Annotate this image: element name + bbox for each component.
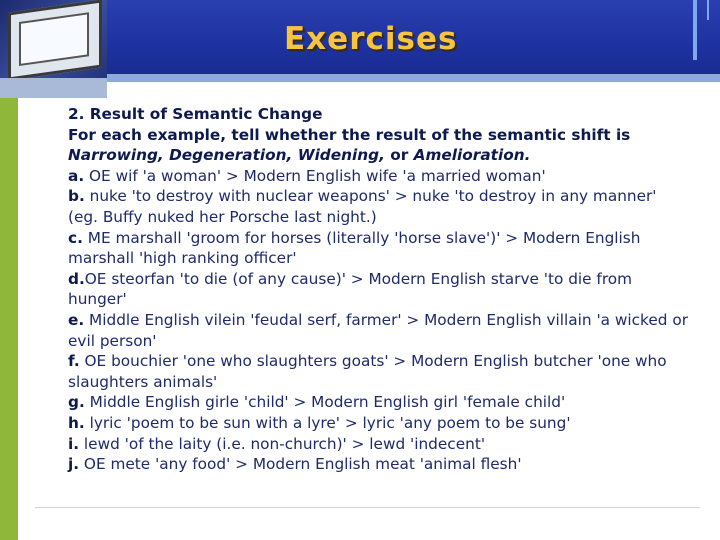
instruction-option-last: Amelioration. [413,146,531,165]
example-label: d. [68,269,85,288]
monitor-icon [8,0,102,81]
example-item [68,166,688,187]
left-accent-bar [0,98,18,540]
example-label: h. [68,413,85,432]
example-text: OE mete 'any food' > Modern English meat 'animal flesh' [79,455,522,474]
instruction-options: Narrowing, Degeneration, Widening, [68,146,385,165]
monitor-screen [19,12,89,66]
example-item [68,351,688,392]
example-label: f. [68,352,80,371]
example-label: i. [68,434,80,453]
example-label: g. [68,393,85,412]
example-item [68,228,688,269]
corner-stripe [0,78,107,98]
slide-content [68,104,688,475]
example-text: OE wif 'a woman' > Modern English wife 'a married woman' [84,166,546,185]
computer-logo [0,0,107,98]
example-label: e. [68,310,85,329]
example-label: c. [68,228,83,247]
example-text: (eg. Buffy nuked her Porsche last night.) [68,207,377,226]
instruction-or: or [384,146,414,165]
footer-divider [35,507,700,508]
instruction-prefix: For each example, tell whether the result of the semantic shift is [68,125,631,144]
example-item [68,454,688,475]
example-text: nuke 'to destroy with nuclear weapons' > nuke 'to destroy in any manner' [84,187,657,206]
example-text: Middle English vilein 'feudal serf, farmer' > Modern English villain 'a wicked or evil person' [68,310,689,350]
example-text: OE steorfan 'to die (of any cause)' > Modern English starve 'to die from hunger' [68,269,633,309]
example-item [68,269,688,310]
example-item [68,413,688,434]
example-text: lewd 'of the laity (i.e. non-church)' > lewd 'indecent' [79,434,486,453]
example-text: lyric 'poem to be sun with a lyre' > lyric 'any poem to be sung' [84,413,571,432]
example-item [68,186,688,207]
example-text: Middle English girle 'child' > Modern English girl 'female child' [84,393,566,412]
banner-underline [107,74,720,82]
decorative-line-small [707,0,709,20]
example-text: ME marshall 'groom for horses (literally 'horse slave')' > Modern English marshall 'high ranking officer' [68,228,641,268]
example-label: j. [68,455,80,474]
example-note [68,207,688,228]
decorative-line [693,0,697,60]
example-label: a. [68,166,85,185]
example-item [68,434,688,455]
instruction [68,125,688,166]
example-text: OE bouchier 'one who slaughters goats' > Modern English butcher 'one who slaughters animals' [68,352,667,391]
section-heading: 2. Result of Semantic Change [68,105,323,123]
example-item [68,310,688,351]
example-label: b. [68,187,85,206]
example-item [68,392,688,413]
slide-title: Exercises [284,21,458,57]
